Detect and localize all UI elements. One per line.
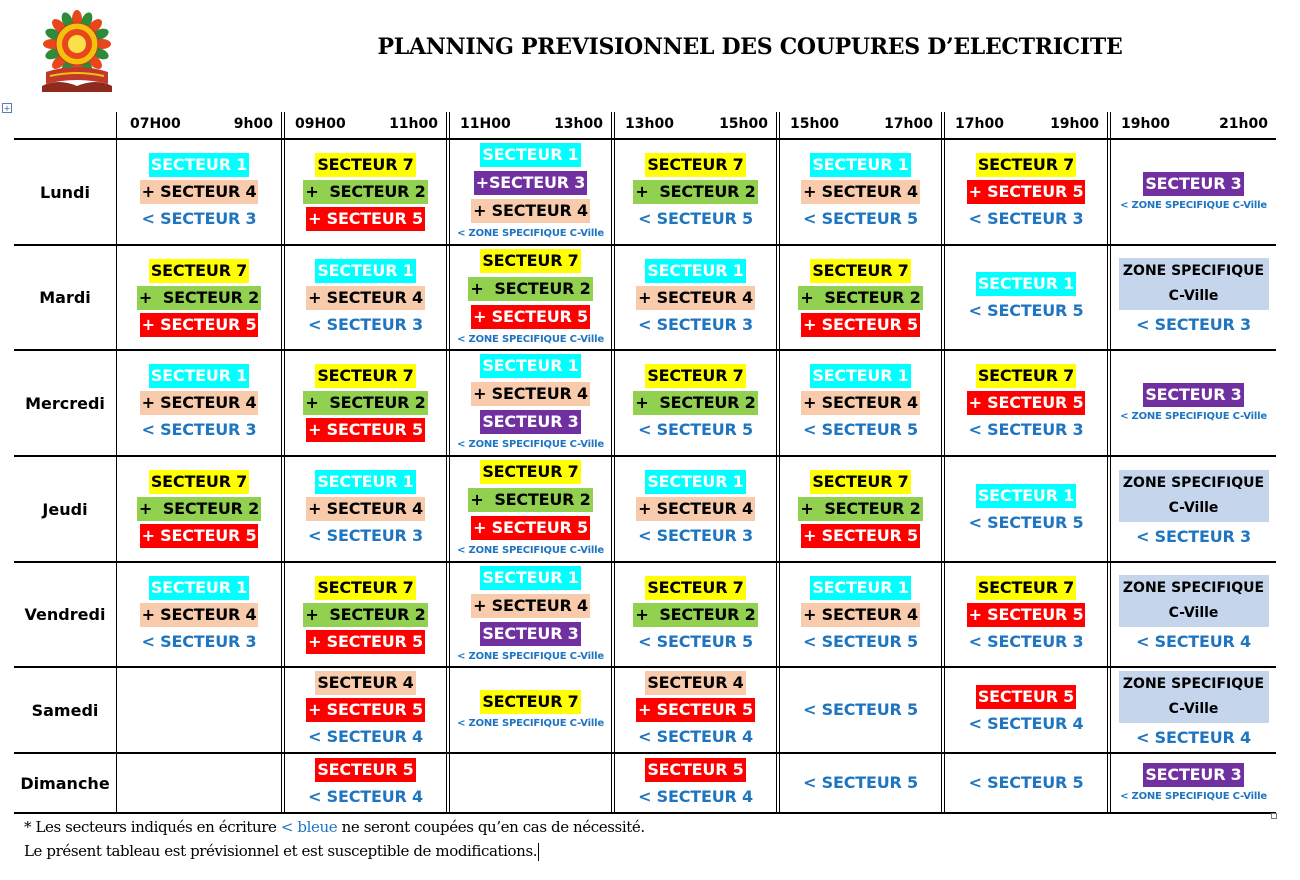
sector-tag: SECTEUR 1 [480, 143, 580, 167]
column-divider [1107, 112, 1108, 812]
sector-tag: SECTEUR 7 [976, 364, 1076, 388]
sector-tag: + SECTEUR 4 [636, 497, 755, 521]
optional-sector-text: < SECTEUR 3 [141, 420, 257, 439]
sector-tag: + SECTEUR 5 [967, 603, 1086, 627]
optional-zone-text: < ZONE SPECIFIQUE C-Ville [1120, 790, 1267, 802]
page-title: PLANNING PREVISIONNEL DES COUPURES D’ELECTRICITE [377, 34, 1123, 60]
column-divider [941, 112, 942, 812]
sector-tag: + SECTEUR 4 [140, 391, 259, 415]
sector-tag: SECTEUR 1 [810, 364, 910, 388]
optional-sector-text: < SECTEUR 5 [803, 773, 918, 792]
sector-tag: SECTEUR 5 [645, 758, 745, 782]
sector-tag: + SECTEUR 2 [468, 277, 592, 301]
optional-sector-text: < SECTEUR 5 [803, 700, 918, 719]
optional-sector-text: < SECTEUR 5 [638, 631, 753, 651]
sector-tag: SECTEUR 7 [976, 153, 1076, 177]
time-header-end: 11h00 [389, 116, 438, 132]
emblem-logo [38, 8, 116, 94]
optional-sector-text: < SECTEUR 5 [803, 420, 918, 439]
footnote-text: ne seront coupées qu’en cas de nécessité. [337, 818, 645, 836]
optional-sector-text: < SECTEUR 5 [803, 631, 918, 651]
schedule-cell [450, 457, 611, 561]
schedule-cell [285, 563, 446, 666]
zone-label: C-Ville [1168, 288, 1219, 304]
sector-tag: + SECTEUR 2 [633, 391, 757, 415]
optional-sector-text: < SECTEUR 5 [638, 209, 753, 228]
optional-zone-text: < ZONE SPECIFIQUE C-Ville [457, 439, 604, 450]
optional-sector-text: < SECTEUR 5 [968, 512, 1084, 532]
optional-zone-text: < ZONE SPECIFIQUE C-Ville [457, 333, 604, 345]
optional-zone-text: < ZONE SPECIFIQUE C-Ville [457, 650, 604, 662]
time-header-start: 09H00 [295, 116, 346, 132]
sector-tag: + SECTEUR 4 [471, 199, 590, 223]
sector-tag: + SECTEUR 5 [471, 516, 590, 540]
time-header-end: 9h00 [233, 116, 273, 132]
schedule-cell [450, 140, 611, 244]
optional-sector-text: < SECTEUR 3 [968, 631, 1084, 651]
sector-tag: SECTEUR 1 [149, 153, 249, 177]
sector-tag: SECTEUR 1 [810, 576, 910, 600]
sector-tag: + SECTEUR 2 [633, 603, 757, 627]
sector-tag: SECTEUR 4 [645, 671, 745, 695]
schedule-cell [1111, 668, 1276, 752]
sector-tag: SECTEUR 3 [480, 622, 580, 646]
optional-sector-text: < SECTEUR 4 [308, 727, 423, 746]
sector-tag: SECTEUR 1 [480, 354, 580, 378]
schedule-cell [615, 754, 776, 812]
sector-tag: + SECTEUR 4 [306, 286, 425, 310]
sector-tag: SECTEUR 1 [480, 566, 580, 590]
schedule-cell [1111, 754, 1276, 812]
sector-tag: SECTEUR 1 [976, 272, 1076, 296]
optional-sector-text: < SECTEUR 3 [638, 314, 753, 334]
sector-tag: SECTEUR 1 [315, 470, 415, 494]
time-header-start: 11H00 [460, 116, 511, 132]
sector-tag: SECTEUR 7 [976, 576, 1076, 600]
sector-tag: SECTEUR 7 [645, 576, 745, 600]
sector-tag: + SECTEUR 2 [633, 180, 757, 204]
day-label: Vendredi [24, 605, 106, 624]
column-divider [611, 112, 612, 812]
footnote-line-2 [24, 839, 645, 863]
schedule-cell [945, 351, 1107, 455]
optional-zone-text: < ZONE SPECIFIQUE C-Ville [1120, 410, 1267, 422]
optional-zone-text: < ZONE SPECIFIQUE C-Ville [457, 717, 604, 729]
sector-tag: + SECTEUR 5 [140, 524, 259, 548]
schedule-cell [945, 246, 1107, 349]
sector-tag: + SECTEUR 2 [303, 391, 427, 415]
sector-tag: SECTEUR 3 [1143, 172, 1243, 196]
sector-tag: + SECTEUR 5 [306, 418, 425, 442]
schedule-cell [1111, 246, 1276, 349]
sector-tag: + SECTEUR 4 [636, 286, 755, 310]
footnote-text: Le présent tableau est prévisionnel et est susceptible de modifications. [24, 842, 538, 860]
sector-tag: SECTEUR 5 [315, 758, 415, 782]
schedule-cell [1111, 351, 1276, 455]
optional-sector-text: < SECTEUR 4 [308, 786, 423, 806]
sector-tag: SECTEUR 7 [315, 364, 415, 388]
schedule-cell [945, 457, 1107, 561]
optional-sector-text: < SECTEUR 4 [968, 713, 1084, 733]
optional-sector-text: < SECTEUR 4 [638, 786, 753, 806]
sector-tag: SECTEUR 1 [976, 484, 1076, 508]
text-cursor [538, 843, 539, 861]
zone-label: ZONE SPECIFIQUE [1122, 675, 1265, 692]
day-label: Samedi [31, 700, 99, 720]
zone-specifique-badge [1119, 470, 1269, 522]
sector-tag: + SECTEUR 4 [801, 391, 920, 415]
zone-label: C-Ville [1168, 700, 1219, 717]
sector-tag: + SECTEUR 5 [967, 180, 1086, 204]
sector-tag: + SECTEUR 2 [137, 286, 261, 310]
schedule-cell [285, 754, 446, 812]
zone-label: C-Ville [1168, 605, 1219, 621]
sector-tag: + SECTEUR 5 [801, 524, 920, 548]
schedule-table [14, 112, 1276, 812]
optional-sector-text: < SECTEUR 4 [1136, 632, 1251, 651]
time-header-start: 07H00 [130, 116, 181, 132]
time-header-start: 15h00 [790, 116, 839, 132]
optional-sector-text: < SECTEUR 3 [968, 209, 1084, 228]
sector-tag: + SECTEUR 5 [471, 305, 590, 329]
schedule-cell [450, 246, 611, 349]
zone-specifique-badge [1119, 575, 1269, 627]
schedule-cell [780, 246, 941, 349]
sector-tag: + SECTEUR 4 [471, 594, 590, 618]
time-header-end: 17h00 [884, 116, 933, 132]
optional-zone-text: < ZONE SPECIFIQUE C-Ville [457, 545, 604, 556]
schedule-cell [285, 351, 446, 455]
optional-sector-text: < SECTEUR 3 [141, 209, 257, 228]
zone-label: C-Ville [1168, 499, 1219, 516]
time-header-end: 13h00 [554, 116, 603, 132]
schedule-cell [780, 351, 941, 455]
sector-tag: SECTEUR 3 [1143, 763, 1243, 787]
sector-tag: + SECTEUR 4 [140, 603, 259, 627]
sector-tag: SECTEUR 7 [810, 259, 910, 283]
sector-tag: SECTEUR 7 [645, 153, 745, 177]
zone-label: ZONE SPECIFIQUE [1122, 263, 1265, 279]
optional-sector-text: < SECTEUR 3 [141, 631, 257, 651]
optional-sector-text: < SECTEUR 3 [968, 420, 1084, 439]
sector-tag: SECTEUR 1 [149, 364, 249, 388]
column-divider [446, 112, 447, 812]
schedule-cell [945, 563, 1107, 666]
optional-sector-text: < SECTEUR 5 [803, 209, 918, 228]
schedule-cell [117, 563, 281, 666]
schedule-cell [117, 754, 281, 812]
schedule-cell [117, 457, 281, 561]
schedule-cell [945, 668, 1107, 752]
optional-sector-text: < SECTEUR 4 [638, 727, 753, 746]
column-divider [281, 112, 282, 812]
schedule-cell [117, 351, 281, 455]
sector-tag: + SECTEUR 5 [140, 313, 259, 337]
sector-tag: + SECTEUR 2 [468, 488, 592, 512]
sector-tag: + SECTEUR 5 [636, 698, 755, 722]
zone-label: ZONE SPECIFIQUE [1122, 580, 1265, 596]
schedule-cell [450, 754, 611, 812]
schedule-cell [450, 668, 611, 752]
sector-tag: + SECTEUR 5 [306, 207, 425, 231]
zone-specifique-badge [1119, 258, 1269, 310]
sector-tag: SECTEUR 7 [315, 153, 415, 177]
schedule-cell [117, 668, 281, 752]
schedule-cell [1111, 140, 1276, 244]
sector-tag: + SECTEUR 2 [798, 286, 922, 310]
schedule-cell [615, 668, 776, 752]
day-label: Jeudi [42, 499, 88, 519]
sector-tag: SECTEUR 1 [149, 576, 249, 600]
time-header-end: 15h00 [719, 116, 768, 132]
zone-specifique-badge [1119, 671, 1269, 723]
schedule-cell [780, 457, 941, 561]
schedule-cell [1111, 457, 1276, 561]
sector-tag: + SECTEUR 2 [303, 603, 427, 627]
schedule-cell [780, 563, 941, 666]
footnote-text: * Les secteurs indiqués en écriture [24, 818, 281, 836]
sector-tag: + SECTEUR 4 [801, 180, 920, 204]
schedule-cell [285, 668, 446, 752]
sector-tag: + SECTEUR 4 [801, 603, 920, 627]
schedule-cell [780, 754, 941, 812]
sector-tag: SECTEUR 7 [480, 460, 580, 484]
sector-tag: SECTEUR 7 [149, 259, 249, 283]
optional-sector-text: < SECTEUR 5 [638, 420, 753, 439]
row-divider [14, 812, 1276, 814]
sector-tag: SECTEUR 7 [645, 364, 745, 388]
day-label: Dimanche [20, 773, 110, 793]
sector-tag: SECTEUR 3 [480, 410, 580, 434]
table-resize-handle-icon[interactable] [1271, 813, 1277, 819]
schedule-cell [117, 246, 281, 349]
sector-tag: + SECTEUR 5 [967, 391, 1086, 415]
day-label: Mardi [39, 288, 91, 307]
sector-tag: + SECTEUR 5 [801, 313, 920, 337]
schedule-cell [450, 351, 611, 455]
sector-tag: SECTEUR 7 [810, 470, 910, 494]
time-header-start: 13h00 [625, 116, 674, 132]
zone-label: ZONE SPECIFIQUE [1122, 474, 1265, 491]
schedule-cell [615, 351, 776, 455]
optional-zone-text: < ZONE SPECIFIQUE C-Ville [457, 228, 604, 239]
optional-sector-text: < SECTEUR 3 [638, 526, 753, 545]
sector-tag: + SECTEUR 5 [306, 630, 425, 654]
sector-tag: SECTEUR 1 [810, 153, 910, 177]
column-divider [776, 112, 777, 812]
footnote-line-1 [24, 815, 645, 839]
time-header-end: 21h00 [1219, 116, 1268, 132]
sector-tag: SECTEUR 3 [1143, 383, 1243, 407]
sector-tag: + SECTEUR 2 [798, 497, 922, 521]
sector-tag: + SECTEUR 2 [303, 180, 427, 204]
schedule-cell [615, 246, 776, 349]
schedule-cell [285, 457, 446, 561]
schedule-cell [945, 140, 1107, 244]
sector-tag: SECTEUR 1 [315, 259, 415, 283]
sector-tag: + SECTEUR 4 [471, 382, 590, 406]
schedule-cell [615, 457, 776, 561]
schedule-cell [1111, 563, 1276, 666]
schedule-cell [780, 140, 941, 244]
sector-tag: SECTEUR 7 [149, 470, 249, 494]
schedule-cell [945, 754, 1107, 812]
schedule-cell [117, 140, 281, 244]
sector-tag: SECTEUR 1 [645, 470, 745, 494]
optional-zone-text: < ZONE SPECIFIQUE C-Ville [1120, 199, 1267, 211]
schedule-cell [285, 246, 446, 349]
sector-tag: + SECTEUR 5 [306, 698, 425, 722]
day-label: Mercredi [25, 393, 105, 413]
optional-sector-text: < SECTEUR 3 [1136, 526, 1251, 546]
sector-tag: SECTEUR 7 [480, 690, 580, 714]
sector-tag: +SECTEUR 3 [474, 171, 587, 195]
optional-sector-text: < SECTEUR 5 [968, 301, 1084, 320]
sector-tag: SECTEUR 1 [645, 259, 745, 283]
sector-tag: + SECTEUR 2 [137, 497, 261, 521]
sector-tag: + SECTEUR 4 [140, 180, 259, 204]
schedule-cell [450, 563, 611, 666]
table-move-handle-icon[interactable]: + [3, 104, 11, 113]
optional-sector-text: < SECTEUR 3 [308, 314, 423, 334]
day-label: Lundi [40, 182, 90, 202]
sector-tag: + SECTEUR 4 [306, 497, 425, 521]
schedule-cell [615, 563, 776, 666]
schedule-cell [780, 668, 941, 752]
footnote-blue-text: < bleue [280, 818, 338, 836]
footnote [24, 815, 645, 863]
optional-sector-text: < SECTEUR 4 [1136, 727, 1251, 747]
time-header-start: 19h00 [1121, 116, 1170, 132]
schedule-cell [285, 140, 446, 244]
optional-sector-text: < SECTEUR 3 [1136, 315, 1251, 334]
optional-sector-text: < SECTEUR 3 [308, 526, 423, 545]
sector-tag: SECTEUR 4 [315, 671, 415, 695]
time-header-end: 19h00 [1050, 116, 1099, 132]
sector-tag: SECTEUR 7 [480, 249, 580, 273]
optional-sector-text: < SECTEUR 5 [968, 773, 1084, 792]
time-header-start: 17h00 [955, 116, 1004, 132]
sector-tag: SECTEUR 7 [315, 576, 415, 600]
sector-tag: SECTEUR 5 [976, 685, 1076, 709]
schedule-cell [615, 140, 776, 244]
